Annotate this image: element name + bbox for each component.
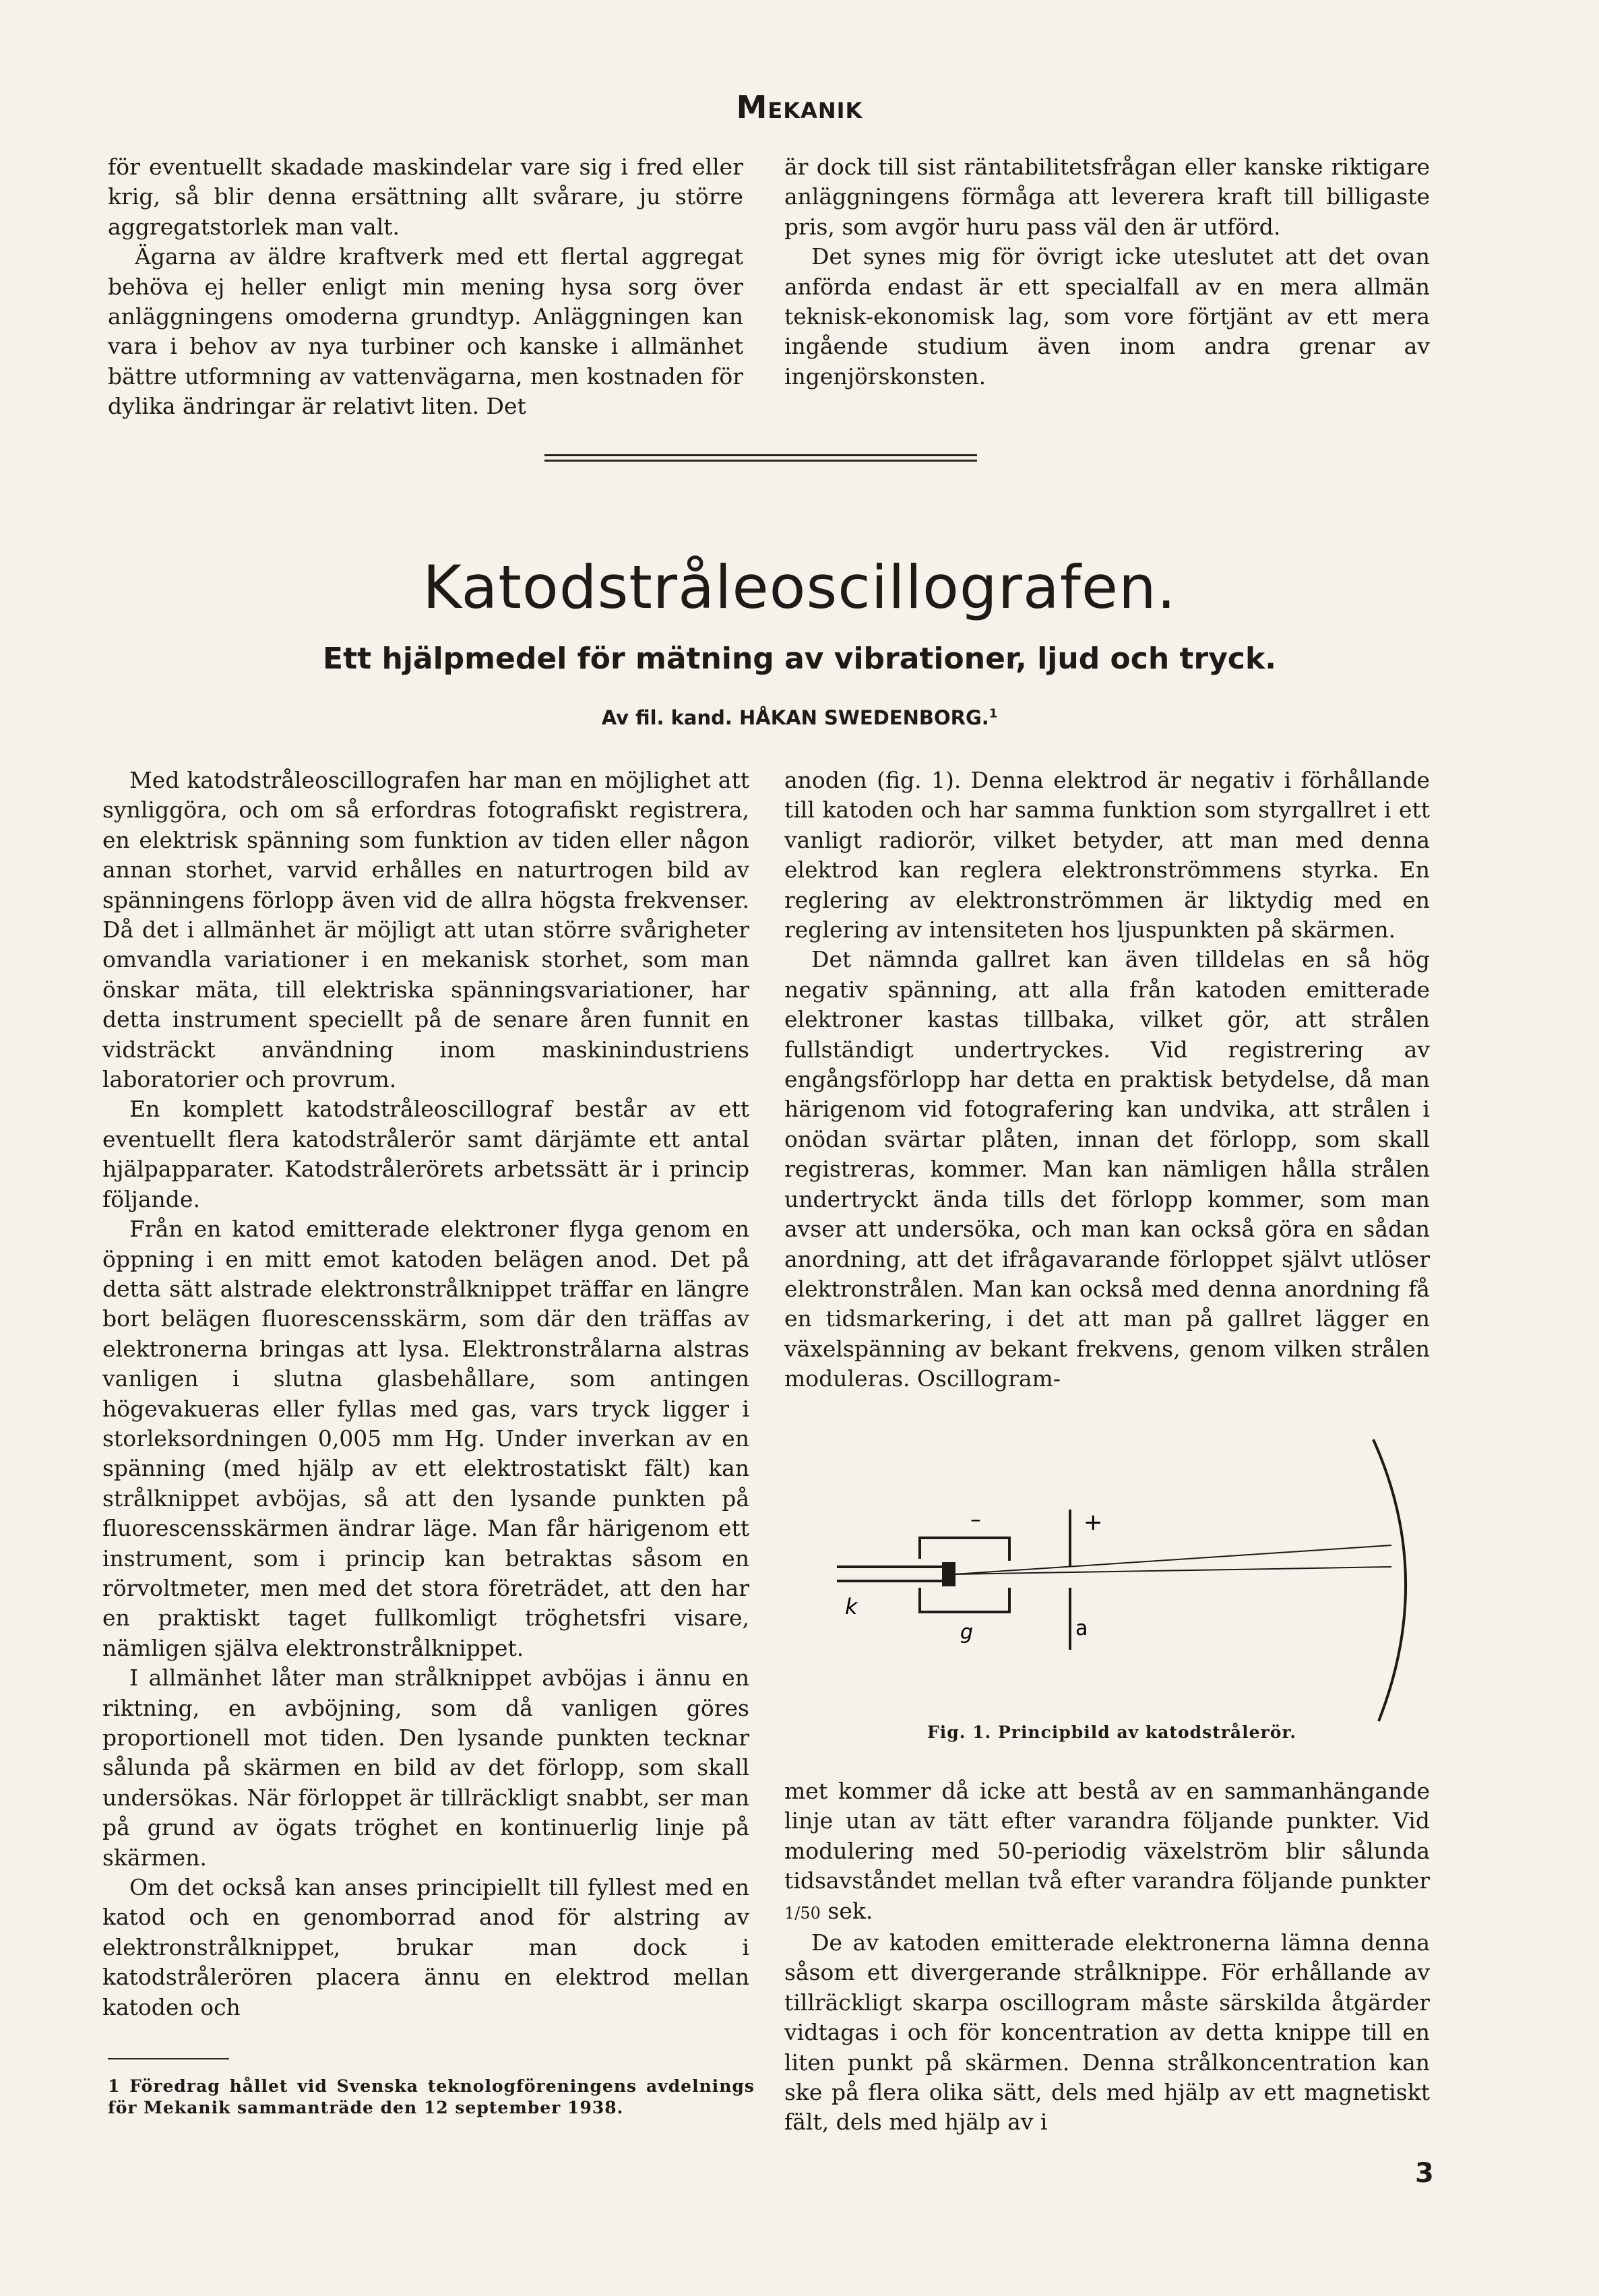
article-right-column-top	[784, 766, 1430, 1394]
article-right-column-bottom	[784, 1776, 1430, 2138]
article-left-column	[102, 766, 749, 2022]
paragraph: Ägarna av äldre kraftverk med ett flertal aggregat behöva ej heller enligt min mening hysa sorg över anläggningens omoderna grundtyp. Anläggningen kan vara i behov av nya turbiner och kanske i allmänhet bättre utformning av vattenvägarna, men kostnaden för dylika ändringar är relativt liten. Det	[108, 243, 743, 420]
paragraph: Det synes mig för övrigt icke uteslutet att det ovan anförda endast är ett specialfall av en mera allmän teknisk-ekonomisk lag, som vore förtjänt av ett mera ingående studium även inom andra grenar av ingenjörskonsten.	[784, 243, 1430, 390]
page-number: 3	[1415, 2158, 1434, 2189]
footnote	[108, 2076, 755, 2119]
grid-top	[920, 1538, 1009, 1561]
figure-caption: Fig. 1. Principbild av katodstrålerör.	[927, 1723, 1296, 1742]
author-name: Av fil. kand. HÅKAN SWEDENBORG.	[601, 706, 989, 729]
prev-article-right-column	[784, 152, 1430, 392]
footnote-number: 1	[108, 2076, 121, 2096]
figure-crt-diagram	[815, 1435, 1408, 1725]
article-subtitle: Ett hjälpmedel för mätning av vibrationer, ljud och tryck.	[323, 642, 1276, 676]
footnote-rule	[108, 2058, 229, 2059]
grid-bottom	[920, 1588, 1009, 1612]
anode-label: a	[1075, 1617, 1088, 1640]
paragraph: anoden (fig. 1). Denna elektrod är negativ i förhållande till katoden och har samma funktion som styrgallret i ett vanligt radiorör, vilket betyder, att man med denna elektrod kan reglera elektronströmmens styrka. En reglering av elektronströmmen är liktydig med en reglering av intensiteten hos ljuspunkten på skärmen.	[784, 767, 1430, 943]
paragraph: Det nämnda gallret kan även tilldelas en så hög negativ spänning, att alla från katoden emitterade elektroner kastas tillbaka, vilket gör, att strålen fullständigt undertryckes. Vid registrering av engångsförlopp har detta en praktisk betydelse, då man härigenom vid fotografering kan undvika, att strålen i onödan svärtar plåten, innan det förlopp, som skall registreras, kommer. Man kan nämligen hålla strålen undertryckt ända tills det förlopp kommer, som man avser att undersöka, och man kan också göra en sådan anordning, att det ifrågavarande förloppet självt utlöser elektronstrålen. Man kan också med denna anordning få en tidsmarkering, i det att man på gallret lägger en växelspänning av bekant frekvens, genom vilken strålen moduleras. Oscillogram-	[784, 946, 1430, 1392]
fluorescent-screen	[1373, 1439, 1406, 1721]
fraction: 1/50	[784, 1903, 821, 1923]
paragraph: En komplett katodstråleoscillograf består av ett eventuellt flera katodstrålerör samt därjämte ett antal hjälpapparater. Katodstrålerörets arbetssätt är i princip följande.	[102, 1096, 749, 1212]
article-author	[0, 706, 1599, 729]
paragraph-text: met kommer då icke att bestå av en sammanhängande linje utan av tätt efter varandra följande punkter. Vid modulering med 50-periodig växelström blir sålunda tidsavståndet mellan två efter varandra följande punkter	[784, 1778, 1430, 1894]
paragraph	[784, 1776, 1430, 1928]
cathode-tip	[943, 1563, 954, 1585]
paragraph: för eventuellt skadade maskindelar vare sig i fred eller krig, så blir denna ersättning allt svårare, ju större aggregatstorlek man valt.	[108, 154, 743, 240]
paragraph: är dock till sist räntabilitetsfrågan eller kanske riktigare anläggningens förmåga att leverera kraft till billigaste pris, som avgör huru pass väl den är utförd.	[784, 154, 1430, 240]
footnote-text: Föredrag hållet vid Svenska teknologföreningens avdelnings för Mekanik sammanträde den 12 september 1938.	[108, 2076, 755, 2117]
prev-article-left-column	[108, 152, 743, 422]
article-title: Katodstråleoscillografen.	[422, 553, 1177, 622]
article-divider	[544, 454, 977, 462]
minus-label: –	[970, 1506, 981, 1532]
paragraph: Från en katod emitterade elektroner flyga genom en öppning i en mitt emot katoden belägen anod. Det på detta sätt alstrade elektronstrålknippet träffar en längre bort belägen fluorescensskärm, som där den träffas av elektronerna bringas att lysa. Elektronstrålarna alstras vanligen i slutna glasbehållare, som antingen högevakueras eller fyllas med gas, vars tryck ligger i storleksordningen 0,005 mm Hg. Under inverkan av en spänning (med hjälp av ett elektrostatiskt fält) kan strålknippet avböjas, så att den lysande punkten på fluorescensskärmen ändrar läge. Man får härigenom ett instrument, som i princip kan betraktas såsom en rörvoltmeter, men med det stora företrädet, att den har en praktiskt taget fullkomligt tröghetsfri visare, nämligen själva elektronstrålknippet.	[102, 1216, 749, 1661]
plus-label: +	[1084, 1509, 1103, 1536]
paragraph: I allmänhet låter man strålknippet avböjas i ännu en riktning, en avböjning, som då vanligen göres proportionell mot tiden. Den lysande punkten tecknar sålunda på skärmen en bild av det förlopp, som skall undersökas. När förloppet är tillräckligt snabbt, ser man på grund av ögats tröghet en kontinuerlig linje på skärmen.	[102, 1665, 749, 1871]
section-header: Mekanik	[736, 89, 863, 125]
paragraph: De av katoden emitterade elektronerna lämna denna såsom ett divergerande strålknippe. För erhållande av tillräckligt skarpa oscillogram måste särskilda åtgärder vidtagas i och för koncentration av detta knippe till en liten punkt på skärmen. Denna strålkoncentration kan ske på flera olika sätt, dels med hjälp av ett magnetiskt fält, dels med hjälp av i	[784, 1929, 1430, 2136]
paragraph: Med katodstråleoscillografen har man en möjlighet att synliggöra, och om så erfordras fotografiskt registrera, en elektrisk spänning som funktion av tiden eller någon annan storhet, varvid erhålles en naturtrogen bild av spänningens förlopp även vid de allra högsta frekvenser. Då det i allmänhet är möjligt att utan större svårigheter omvandla variationer i en mekanisk storhet, som man önskar mäta, till elektriska spänningsvariationer, har detta instrument speciellt på de senare åren funnit en vidsträckt användning inom maskinindustriens laboratorier och provrum.	[102, 767, 749, 1093]
crt-diagram-svg	[815, 1435, 1408, 1725]
paragraph-tail: sek.	[827, 1897, 873, 1924]
grid-label: g	[960, 1621, 974, 1644]
cathode-label: k	[845, 1594, 858, 1619]
paragraph: Om det också kan anses principiellt till fyllest med en katod och en genomborrad anod för alstring av elektronstrålknippet, brukar man dock i katodstrålerören placera ännu en elektrod mellan katoden och	[102, 1874, 749, 2020]
footnote-mark: 1	[989, 706, 998, 721]
